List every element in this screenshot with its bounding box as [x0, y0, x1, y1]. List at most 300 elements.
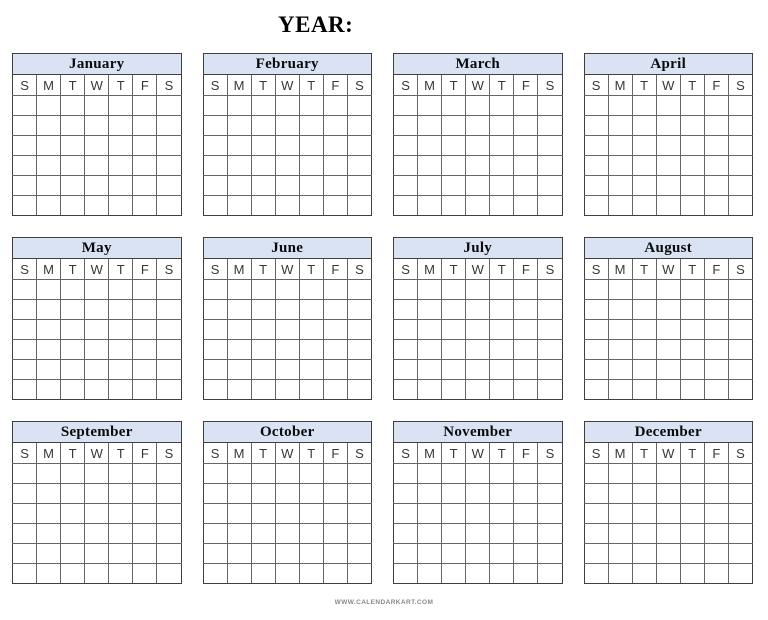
blank-day-cell — [728, 96, 752, 116]
month-september — [12, 421, 182, 584]
blank-day-cell — [347, 484, 371, 504]
week-row — [584, 544, 753, 564]
blank-day-cell — [37, 484, 61, 504]
blank-day-cell — [37, 280, 61, 300]
day-header: S — [584, 259, 608, 280]
blank-day-cell — [347, 564, 371, 584]
blank-day-cell — [538, 136, 562, 156]
day-header: F — [323, 75, 347, 96]
blank-day-cell — [203, 544, 227, 564]
month-november — [393, 421, 563, 584]
week-row — [394, 464, 563, 484]
blank-day-cell — [728, 504, 752, 524]
blank-day-cell — [394, 564, 418, 584]
blank-day-cell — [323, 156, 347, 176]
blank-day-cell — [61, 464, 85, 484]
day-header: T — [680, 75, 704, 96]
blank-day-cell — [394, 196, 418, 216]
blank-day-cell — [251, 524, 275, 544]
blank-day-cell — [704, 504, 728, 524]
blank-day-cell — [584, 96, 608, 116]
week-row — [584, 196, 753, 216]
blank-day-cell — [203, 380, 227, 400]
blank-day-cell — [538, 156, 562, 176]
blank-day-cell — [85, 176, 109, 196]
blank-day-cell — [656, 156, 680, 176]
blank-day-cell — [275, 280, 299, 300]
week-row — [203, 156, 372, 176]
week-row — [13, 96, 182, 116]
blank-day-cell — [13, 484, 37, 504]
week-row — [394, 544, 563, 564]
blank-day-cell — [394, 176, 418, 196]
blank-day-cell — [275, 504, 299, 524]
blank-day-cell — [656, 544, 680, 564]
blank-day-cell — [466, 360, 490, 380]
blank-day-cell — [466, 340, 490, 360]
week-row — [584, 484, 753, 504]
blank-day-cell — [109, 524, 133, 544]
blank-day-cell — [608, 524, 632, 544]
blank-day-cell — [275, 196, 299, 216]
month-title: June — [203, 238, 372, 259]
blank-day-cell — [442, 504, 466, 524]
month-title: February — [203, 54, 372, 75]
blank-day-cell — [680, 484, 704, 504]
blank-day-cell — [584, 136, 608, 156]
blank-day-cell — [13, 116, 37, 136]
blank-day-cell — [37, 136, 61, 156]
week-row — [203, 504, 372, 524]
blank-day-cell — [203, 504, 227, 524]
blank-day-cell — [227, 320, 251, 340]
blank-day-cell — [466, 564, 490, 584]
blank-day-cell — [466, 464, 490, 484]
blank-day-cell — [133, 136, 157, 156]
day-header: M — [227, 75, 251, 96]
blank-day-cell — [109, 116, 133, 136]
blank-day-cell — [728, 320, 752, 340]
day-header: S — [13, 443, 37, 464]
blank-day-cell — [323, 320, 347, 340]
blank-day-cell — [394, 116, 418, 136]
week-row — [13, 280, 182, 300]
blank-day-cell — [85, 380, 109, 400]
blank-day-cell — [704, 564, 728, 584]
week-row — [584, 360, 753, 380]
blank-day-cell — [632, 136, 656, 156]
blank-day-cell — [61, 544, 85, 564]
blank-day-cell — [538, 564, 562, 584]
blank-day-cell — [584, 300, 608, 320]
blank-day-cell — [251, 484, 275, 504]
blank-day-cell — [323, 340, 347, 360]
blank-day-cell — [275, 300, 299, 320]
blank-day-cell — [656, 280, 680, 300]
blank-day-cell — [13, 136, 37, 156]
week-row — [584, 176, 753, 196]
blank-day-cell — [490, 464, 514, 484]
blank-day-cell — [203, 484, 227, 504]
blank-day-cell — [514, 136, 538, 156]
day-header: T — [490, 75, 514, 96]
blank-day-cell — [608, 544, 632, 564]
blank-day-cell — [251, 96, 275, 116]
blank-day-cell — [538, 280, 562, 300]
blank-day-cell — [418, 196, 442, 216]
blank-day-cell — [490, 320, 514, 340]
blank-day-cell — [632, 380, 656, 400]
month-title: August — [584, 238, 753, 259]
blank-day-cell — [680, 360, 704, 380]
blank-day-cell — [538, 504, 562, 524]
blank-day-cell — [299, 340, 323, 360]
blank-day-cell — [704, 524, 728, 544]
blank-day-cell — [418, 300, 442, 320]
blank-day-cell — [203, 360, 227, 380]
blank-day-cell — [704, 176, 728, 196]
blank-day-cell — [157, 524, 181, 544]
blank-day-cell — [323, 484, 347, 504]
blank-day-cell — [680, 280, 704, 300]
blank-day-cell — [13, 360, 37, 380]
blank-day-cell — [442, 360, 466, 380]
blank-day-cell — [13, 320, 37, 340]
blank-day-cell — [632, 504, 656, 524]
blank-day-cell — [514, 524, 538, 544]
day-header: S — [347, 75, 371, 96]
blank-day-cell — [227, 504, 251, 524]
blank-day-cell — [323, 280, 347, 300]
day-header: T — [109, 443, 133, 464]
blank-day-cell — [728, 300, 752, 320]
week-row — [394, 524, 563, 544]
blank-day-cell — [466, 504, 490, 524]
day-header: S — [584, 443, 608, 464]
blank-day-cell — [538, 484, 562, 504]
blank-day-cell — [728, 524, 752, 544]
blank-day-cell — [157, 484, 181, 504]
blank-day-cell — [61, 196, 85, 216]
week-row — [13, 484, 182, 504]
blank-day-cell — [203, 96, 227, 116]
week-row — [13, 360, 182, 380]
day-header: S — [538, 443, 562, 464]
blank-day-cell — [394, 544, 418, 564]
blank-day-cell — [394, 464, 418, 484]
footer-url: WWW.CALENDARKART.COM — [334, 599, 434, 606]
day-header: S — [13, 259, 37, 280]
blank-day-cell — [466, 524, 490, 544]
blank-day-cell — [275, 176, 299, 196]
blank-day-cell — [61, 116, 85, 136]
day-header: S — [13, 75, 37, 96]
week-row — [394, 136, 563, 156]
blank-day-cell — [109, 156, 133, 176]
blank-day-cell — [490, 136, 514, 156]
blank-day-cell — [608, 96, 632, 116]
blank-day-cell — [728, 136, 752, 156]
week-row — [203, 176, 372, 196]
week-row — [203, 196, 372, 216]
blank-day-cell — [133, 524, 157, 544]
day-header: F — [514, 443, 538, 464]
blank-day-cell — [157, 564, 181, 584]
blank-day-cell — [61, 300, 85, 320]
blank-day-cell — [133, 380, 157, 400]
blank-day-cell — [680, 136, 704, 156]
day-header: F — [323, 259, 347, 280]
week-row — [13, 504, 182, 524]
blank-day-cell — [133, 504, 157, 524]
blank-day-cell — [394, 156, 418, 176]
blank-day-cell — [133, 116, 157, 136]
blank-day-cell — [37, 524, 61, 544]
week-row — [394, 484, 563, 504]
blank-day-cell — [157, 176, 181, 196]
year-title: YEAR: — [278, 12, 354, 37]
blank-day-cell — [227, 360, 251, 380]
blank-day-cell — [13, 340, 37, 360]
blank-day-cell — [728, 464, 752, 484]
blank-day-cell — [109, 360, 133, 380]
blank-day-cell — [680, 464, 704, 484]
blank-day-cell — [133, 360, 157, 380]
day-header: W — [275, 75, 299, 96]
blank-day-cell — [680, 564, 704, 584]
day-header: M — [418, 259, 442, 280]
blank-day-cell — [85, 524, 109, 544]
blank-day-cell — [203, 156, 227, 176]
day-header: M — [37, 443, 61, 464]
blank-day-cell — [514, 176, 538, 196]
blank-day-cell — [656, 320, 680, 340]
blank-day-cell — [490, 340, 514, 360]
blank-day-cell — [61, 156, 85, 176]
blank-day-cell — [656, 464, 680, 484]
blank-day-cell — [275, 564, 299, 584]
day-header: W — [466, 75, 490, 96]
blank-day-cell — [418, 280, 442, 300]
day-header: S — [394, 75, 418, 96]
day-header: S — [394, 443, 418, 464]
blank-day-cell — [109, 464, 133, 484]
blank-day-cell — [133, 96, 157, 116]
blank-day-cell — [704, 96, 728, 116]
blank-day-cell — [514, 504, 538, 524]
blank-day-cell — [85, 136, 109, 156]
blank-day-cell — [490, 504, 514, 524]
blank-day-cell — [538, 544, 562, 564]
blank-day-cell — [394, 300, 418, 320]
blank-day-cell — [203, 176, 227, 196]
blank-day-cell — [632, 116, 656, 136]
blank-day-cell — [157, 280, 181, 300]
blank-day-cell — [466, 196, 490, 216]
blank-day-cell — [680, 340, 704, 360]
blank-day-cell — [109, 280, 133, 300]
blank-day-cell — [251, 116, 275, 136]
blank-day-cell — [299, 176, 323, 196]
week-row — [394, 340, 563, 360]
blank-day-cell — [656, 340, 680, 360]
blank-day-cell — [61, 96, 85, 116]
blank-day-cell — [466, 544, 490, 564]
blank-day-cell — [490, 280, 514, 300]
week-row — [584, 464, 753, 484]
blank-day-cell — [442, 156, 466, 176]
blank-day-cell — [680, 320, 704, 340]
blank-day-cell — [61, 340, 85, 360]
day-header: S — [157, 443, 181, 464]
blank-day-cell — [394, 360, 418, 380]
blank-day-cell — [584, 156, 608, 176]
week-row — [394, 300, 563, 320]
blank-day-cell — [37, 320, 61, 340]
blank-day-cell — [514, 116, 538, 136]
blank-day-cell — [728, 116, 752, 136]
day-header: F — [323, 443, 347, 464]
blank-day-cell — [251, 564, 275, 584]
blank-day-cell — [133, 196, 157, 216]
week-row — [394, 116, 563, 136]
blank-day-cell — [61, 564, 85, 584]
day-header: T — [632, 443, 656, 464]
calendar-grid — [12, 53, 753, 584]
blank-day-cell — [227, 136, 251, 156]
blank-day-cell — [227, 544, 251, 564]
blank-day-cell — [275, 360, 299, 380]
blank-day-cell — [538, 340, 562, 360]
blank-day-cell — [608, 340, 632, 360]
blank-day-cell — [728, 544, 752, 564]
blank-day-cell — [608, 176, 632, 196]
blank-day-cell — [203, 196, 227, 216]
month-june — [203, 237, 373, 400]
blank-day-cell — [538, 116, 562, 136]
blank-day-cell — [584, 564, 608, 584]
blank-day-cell — [37, 300, 61, 320]
blank-day-cell — [251, 196, 275, 216]
blank-day-cell — [347, 176, 371, 196]
day-header: T — [251, 259, 275, 280]
blank-day-cell — [347, 380, 371, 400]
blank-day-cell — [299, 544, 323, 564]
blank-day-cell — [299, 196, 323, 216]
blank-day-cell — [251, 136, 275, 156]
blank-day-cell — [442, 96, 466, 116]
day-header: T — [61, 75, 85, 96]
blank-day-cell — [466, 96, 490, 116]
blank-day-cell — [347, 116, 371, 136]
blank-day-cell — [608, 280, 632, 300]
week-row — [13, 524, 182, 544]
blank-day-cell — [347, 136, 371, 156]
day-header: T — [251, 443, 275, 464]
week-row — [584, 136, 753, 156]
week-row — [584, 280, 753, 300]
blank-day-cell — [656, 504, 680, 524]
week-row — [203, 300, 372, 320]
blank-day-cell — [13, 464, 37, 484]
blank-day-cell — [323, 464, 347, 484]
blank-day-cell — [394, 504, 418, 524]
week-row — [394, 96, 563, 116]
blank-day-cell — [514, 156, 538, 176]
blank-day-cell — [157, 504, 181, 524]
blank-day-cell — [538, 300, 562, 320]
blank-day-cell — [251, 156, 275, 176]
blank-day-cell — [323, 380, 347, 400]
day-header: T — [680, 443, 704, 464]
blank-day-cell — [227, 116, 251, 136]
blank-day-cell — [299, 464, 323, 484]
blank-day-cell — [680, 96, 704, 116]
day-header: T — [632, 75, 656, 96]
blank-day-cell — [251, 504, 275, 524]
week-row — [203, 524, 372, 544]
blank-day-cell — [584, 280, 608, 300]
day-header: F — [514, 75, 538, 96]
blank-day-cell — [275, 464, 299, 484]
blank-day-cell — [37, 360, 61, 380]
blank-day-cell — [109, 300, 133, 320]
blank-day-cell — [680, 300, 704, 320]
blank-day-cell — [227, 484, 251, 504]
week-row — [584, 564, 753, 584]
week-row — [203, 544, 372, 564]
day-header: W — [275, 443, 299, 464]
blank-day-cell — [418, 544, 442, 564]
blank-day-cell — [157, 464, 181, 484]
blank-day-cell — [133, 176, 157, 196]
blank-day-cell — [203, 340, 227, 360]
blank-day-cell — [728, 176, 752, 196]
day-header: S — [203, 75, 227, 96]
blank-day-cell — [203, 464, 227, 484]
blank-day-cell — [656, 484, 680, 504]
blank-day-cell — [538, 524, 562, 544]
blank-day-cell — [275, 156, 299, 176]
day-header: M — [37, 75, 61, 96]
blank-day-cell — [490, 544, 514, 564]
blank-day-cell — [203, 136, 227, 156]
blank-day-cell — [61, 524, 85, 544]
blank-day-cell — [442, 280, 466, 300]
blank-day-cell — [275, 340, 299, 360]
blank-day-cell — [37, 156, 61, 176]
blank-day-cell — [203, 320, 227, 340]
blank-day-cell — [418, 176, 442, 196]
week-row — [584, 300, 753, 320]
blank-day-cell — [418, 320, 442, 340]
week-row — [13, 340, 182, 360]
blank-day-cell — [584, 360, 608, 380]
day-header: F — [133, 75, 157, 96]
blank-day-cell — [608, 300, 632, 320]
blank-day-cell — [704, 280, 728, 300]
blank-day-cell — [109, 136, 133, 156]
blank-day-cell — [251, 360, 275, 380]
blank-day-cell — [85, 116, 109, 136]
blank-day-cell — [584, 340, 608, 360]
blank-day-cell — [133, 484, 157, 504]
blank-day-cell — [13, 96, 37, 116]
blank-day-cell — [490, 484, 514, 504]
blank-day-cell — [323, 564, 347, 584]
day-header: F — [133, 259, 157, 280]
day-header: T — [299, 443, 323, 464]
